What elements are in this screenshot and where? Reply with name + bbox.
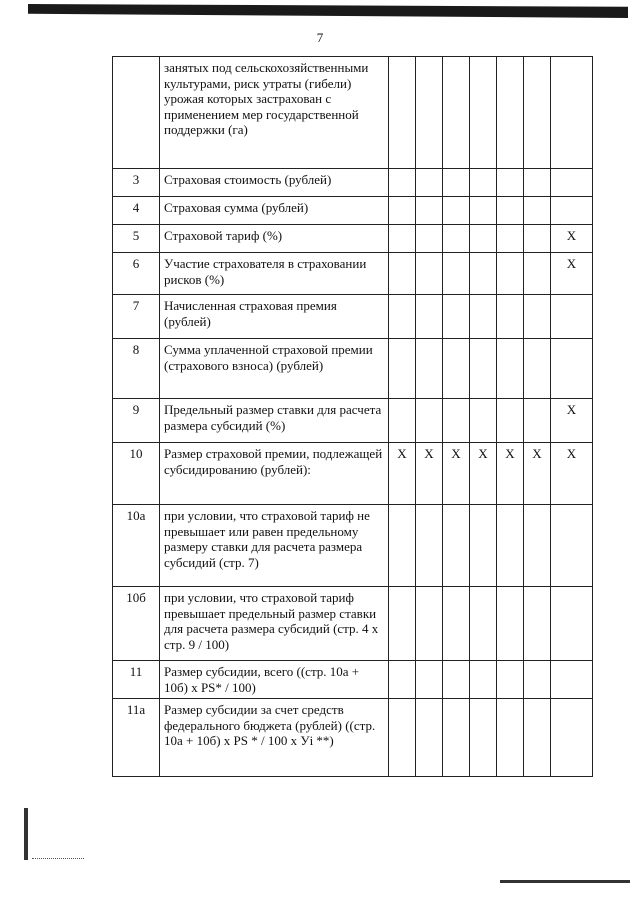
value-cell (524, 661, 551, 699)
value-cell (497, 57, 524, 169)
value-cell (470, 587, 497, 661)
value-cell (416, 197, 443, 225)
value-cell: X (551, 443, 593, 505)
value-cell (497, 253, 524, 295)
value-cell: X (551, 253, 593, 295)
value-cell: X (551, 399, 593, 443)
row-number: 6 (113, 253, 160, 295)
table-row (113, 57, 593, 169)
value-cell (443, 225, 470, 253)
value-cell (416, 587, 443, 661)
value-cell (524, 505, 551, 587)
table-row (113, 587, 593, 661)
value-cell (443, 295, 470, 339)
value-cell (524, 699, 551, 777)
table-row (113, 197, 593, 225)
value-cell (524, 197, 551, 225)
value-cell (416, 169, 443, 197)
table-row (113, 661, 593, 699)
row-description: Размер субсидии, всего ((стр. 10а + 10б) х PS* / 100) (160, 661, 389, 699)
row-number: 8 (113, 339, 160, 399)
row-number: 11 (113, 661, 160, 699)
row-description: Страховая стоимость (рублей) (160, 169, 389, 197)
row-number: 10б (113, 587, 160, 661)
margin-mark (24, 808, 28, 860)
table-row (113, 399, 593, 443)
value-cell (389, 295, 416, 339)
value-cell (416, 225, 443, 253)
table-row (113, 699, 593, 777)
value-cell (389, 57, 416, 169)
value-cell: X (470, 443, 497, 505)
row-number: 11а (113, 699, 160, 777)
value-cell (389, 169, 416, 197)
value-cell: X (443, 443, 470, 505)
value-cell (497, 587, 524, 661)
table-row (113, 169, 593, 197)
value-cell (416, 253, 443, 295)
value-cell (443, 505, 470, 587)
value-cell (389, 339, 416, 399)
value-cell (389, 197, 416, 225)
value-cell (389, 661, 416, 699)
value-cell (551, 57, 593, 169)
value-cell (470, 225, 497, 253)
value-cell (524, 225, 551, 253)
value-cell (443, 57, 470, 169)
value-cell (470, 699, 497, 777)
row-description: Размер страховой премии, подлежащей субсидированию (рублей): (160, 443, 389, 505)
subsidy-table (112, 56, 593, 777)
page-number: 7 (316, 30, 324, 45)
value-cell: X (497, 443, 524, 505)
value-cell (470, 197, 497, 225)
value-cell (443, 699, 470, 777)
value-cell (497, 339, 524, 399)
value-cell (470, 339, 497, 399)
margin-dots (32, 858, 84, 859)
value-cell (389, 505, 416, 587)
value-cell (551, 505, 593, 587)
value-cell (389, 399, 416, 443)
value-cell (497, 225, 524, 253)
scan-edge-bar (28, 4, 628, 18)
value-cell (524, 57, 551, 169)
row-description: Страховая сумма (рублей) (160, 197, 389, 225)
value-cell (497, 197, 524, 225)
value-cell (389, 253, 416, 295)
row-number: 3 (113, 169, 160, 197)
value-cell (470, 295, 497, 339)
value-cell (470, 57, 497, 169)
value-cell (470, 253, 497, 295)
value-cell (443, 169, 470, 197)
table-row (113, 295, 593, 339)
value-cell (416, 699, 443, 777)
table-row (113, 225, 593, 253)
value-cell (551, 661, 593, 699)
value-cell (497, 505, 524, 587)
value-cell (416, 57, 443, 169)
value-cell (470, 661, 497, 699)
value-cell (551, 295, 593, 339)
value-cell: X (524, 443, 551, 505)
value-cell (416, 399, 443, 443)
row-number: 10 (113, 443, 160, 505)
row-description: при условии, что страховой тариф превышает предельный размер ставки для расчета размера субсидий (стр. 4 х стр. 9 / 100) (160, 587, 389, 661)
row-description: Участие страхователя в страховании рисков (%) (160, 253, 389, 295)
row-number: 7 (113, 295, 160, 339)
value-cell (551, 699, 593, 777)
value-cell (470, 505, 497, 587)
value-cell (443, 197, 470, 225)
value-cell (389, 225, 416, 253)
value-cell (416, 295, 443, 339)
row-description: Начисленная страховая премия (рублей) (160, 295, 389, 339)
row-number: 9 (113, 399, 160, 443)
value-cell (389, 587, 416, 661)
footer-rule (500, 880, 630, 883)
value-cell (443, 253, 470, 295)
value-cell: X (551, 225, 593, 253)
value-cell (416, 339, 443, 399)
row-description: Сумма уплаченной страховой премии (страхового взноса) (рублей) (160, 339, 389, 399)
row-number (113, 57, 160, 169)
value-cell (497, 169, 524, 197)
value-cell (524, 169, 551, 197)
value-cell (497, 295, 524, 339)
table-row (113, 505, 593, 587)
value-cell (551, 169, 593, 197)
value-cell (497, 699, 524, 777)
table-row (113, 253, 593, 295)
value-cell (524, 295, 551, 339)
value-cell (416, 661, 443, 699)
value-cell (443, 399, 470, 443)
value-cell (389, 699, 416, 777)
row-number: 4 (113, 197, 160, 225)
value-cell (524, 339, 551, 399)
table-row (113, 339, 593, 399)
table-row (113, 443, 593, 505)
value-cell (497, 399, 524, 443)
row-number: 5 (113, 225, 160, 253)
value-cell (416, 505, 443, 587)
value-cell (443, 661, 470, 699)
value-cell (551, 587, 593, 661)
value-cell (524, 399, 551, 443)
row-description: Предельный размер ставки для расчета размера субсидий (%) (160, 399, 389, 443)
value-cell (524, 587, 551, 661)
row-number: 10а (113, 505, 160, 587)
row-description: занятых под сельскохозяйственными культурами, риск утраты (гибели) урожая которых застрахован с применением мер государственной поддержки (га) (160, 57, 389, 169)
value-cell (470, 169, 497, 197)
row-description: при условии, что страховой тариф не превышает или равен предельному размеру ставки для расчета размера субсидий (стр. 7) (160, 505, 389, 587)
value-cell (551, 197, 593, 225)
value-cell: X (389, 443, 416, 505)
value-cell (470, 399, 497, 443)
value-cell: X (416, 443, 443, 505)
row-description: Размер субсидии за счет средств федерального бюджета (рублей) ((стр. 10а + 10б) х PS * / 100 х Уi **) (160, 699, 389, 777)
value-cell (551, 339, 593, 399)
value-cell (524, 253, 551, 295)
value-cell (443, 339, 470, 399)
value-cell (497, 661, 524, 699)
value-cell (443, 587, 470, 661)
row-description: Страховой тариф (%) (160, 225, 389, 253)
